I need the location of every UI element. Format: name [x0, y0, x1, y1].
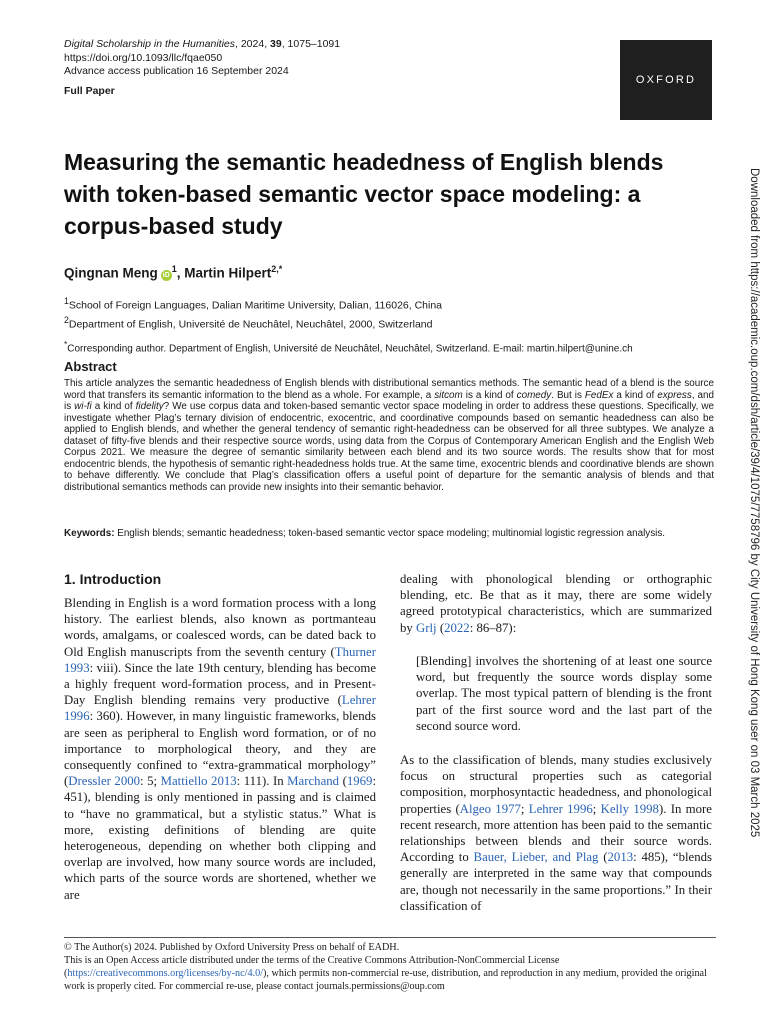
- abstract-italic: wi-fi: [74, 401, 92, 412]
- license-text: This is an Open Access article distributed under the terms of the Creative Commons Attribution-NonCommercial License (: [64, 955, 560, 979]
- abstract-italic: FedEx: [584, 389, 614, 401]
- corr-text: Corresponding author. Department of English, Université de Neuchâtel, Neuchâtel, Switzerland. E-mail: martin.hilpert@unine.ch: [67, 343, 633, 355]
- abstract-text: This article analyzes the semantic headedness of English blends with distributional semantics methods. The semantic head of a blend is the source word that transfers its semantic information to the blend as a whole. For example, a: [64, 378, 714, 401]
- abstract-text: , and is: [64, 389, 714, 412]
- citation-link[interactable]: Mattiello 2013: [160, 774, 237, 789]
- affiliation-2: [64, 313, 633, 332]
- corr-sup: *: [64, 339, 68, 349]
- keywords: [64, 528, 714, 540]
- author-name: Qingnan Meng: [64, 265, 158, 281]
- affil-sup: 2: [64, 314, 69, 325]
- abstract-text: is a kind of: [462, 389, 517, 401]
- affil-text: Department of English, Université de Neuchâtel, Neuchâtel, 2000, Switzerland: [68, 318, 433, 330]
- body-text: : 360). However, in many linguistic frameworks, blends are seen as peripheral to English word formation, or of no importance to morphological theory, and they are consequently confined to “extra-grammatical morphology” (: [64, 709, 376, 789]
- download-watermark: Downloaded from https://academic.oup.com/dsh/article/39/4/1075/7758796 by City University of Hong Kong user on 03 March 2025: [748, 168, 760, 838]
- abstract-italic: fidelity: [135, 401, 164, 412]
- block-quote: [Blending] involves the shortening of at least one source word, but frequently the source words display some overlap. The most typical pattern of blending is the front part of the first source word and the last part of the second source word.: [416, 654, 712, 733]
- article-type: Full Paper: [64, 84, 115, 97]
- citation-link[interactable]: Lehrer 1996: [528, 801, 593, 816]
- citation-link[interactable]: 2013: [607, 850, 634, 865]
- citation-link[interactable]: Kelly 1998: [600, 801, 659, 816]
- affil-sup: 1: [64, 296, 69, 306]
- author-name: Martin Hilpert: [184, 265, 272, 281]
- license-link[interactable]: https://creativecommons.org/licenses/by-nc/4.0/: [67, 968, 264, 979]
- year-text: , 2024,: [235, 38, 271, 50]
- pages: , 1075–1091: [281, 38, 341, 50]
- license-footer: [64, 941, 716, 993]
- paper-title: Measuring the semantic headedness of English blends with token-based semantic vector space modeling: a corpus-based study: [64, 149, 664, 239]
- body-text: dealing with phonological blending or orthographic blending, etc. Be that as it may, there are some widely agreed prototypical characteristics, which are summarized by: [400, 572, 712, 635]
- body-text: : 451), blending is only mentioned in passing and is claimed to “have no grammatical, but a stylistic status.” What is more, existing definitions of blending are quite heterogeneous, depending on whether both clipping and overlap are involved, how many source words are included, which parts of the source words are shortened, whether we are: [64, 774, 376, 902]
- body-text: : viii). Since the late 19th century, blending has become a highly frequent word-formation process, and in Present-Day English blending remains very productive (: [64, 660, 376, 708]
- body-text: : 86–87):: [469, 620, 517, 635]
- body-text: ). In more recent research, more attention has been paid to the semantic relationships between blends and their source words. According to: [400, 801, 712, 865]
- body-text: (: [339, 774, 347, 789]
- oxford-logo: [620, 40, 712, 120]
- logo-text: OXFORD: [635, 74, 697, 86]
- keywords-label: Keywords:: [64, 528, 115, 539]
- abstract-text: a kind of: [613, 389, 658, 401]
- volume: 39: [270, 38, 282, 50]
- citation-link[interactable]: Dressler 2000: [68, 774, 141, 789]
- license-text: ), which permits non-commercial re-use, distribution, and reproduction in any medium, provided the original work is properly cited. For commercial re-use, please contact journals.permissions@oup.com: [64, 968, 707, 992]
- orcid-icon[interactable]: iD: [162, 271, 170, 279]
- citation-link[interactable]: 1969: [346, 774, 373, 789]
- citation-link[interactable]: Bauer, Lieber, and Plag: [473, 850, 599, 865]
- abstract-body: [64, 378, 714, 493]
- section-heading-introduction: 1. Introduction: [64, 571, 162, 587]
- intro-right-column-top: [400, 571, 712, 636]
- affil-text: School of Foreign Languages, Dalian Maritime University, Dalian, 116026, China: [68, 299, 443, 312]
- body-text: : 485), “blends generally are interpreted in the same way that compounds are, though not necessarily in the same proportions.” In their classification of: [400, 850, 713, 913]
- author-line: [64, 264, 282, 281]
- intro-left-column: [64, 595, 376, 903]
- citation-link[interactable]: Thurner 1993: [64, 644, 376, 675]
- body-text: : 111). In: [236, 774, 288, 789]
- body-text: As to the classification of blends, many studies exclusively focus on structural properties such as categorial composition, morphosyntactic headedness, and phonological properties (: [400, 753, 712, 816]
- body-text: : 5;: [140, 774, 161, 789]
- citation-link[interactable]: Marchand: [287, 774, 340, 789]
- body-text: ;: [520, 801, 529, 816]
- citation-link[interactable]: Grlj: [416, 620, 437, 635]
- body-text: Blending in English is a word formation process with a long history. The earliest blends, also known as portmanteau words, amalgams, or coalesced words, can be dated back to Old English manuscripts from the seventh century (: [64, 596, 376, 659]
- citation-link[interactable]: Lehrer 1996: [64, 693, 376, 724]
- body-text: ;: [592, 801, 601, 816]
- author-separator: ,: [176, 265, 185, 281]
- abstract-italic: sitcom: [434, 389, 463, 401]
- intro-right-column-bottom: [400, 752, 712, 914]
- access-date: Advance access publication 16 September 2024: [64, 65, 289, 77]
- abstract-heading: Abstract: [64, 359, 117, 374]
- journal-name: Digital Scholarship in the Humanities: [64, 38, 235, 50]
- article-metadata: [64, 38, 340, 98]
- affiliation-1: [64, 294, 633, 313]
- author-affil-sup: 1: [171, 264, 177, 274]
- abstract-text: a kind of: [91, 401, 136, 412]
- abstract-text: . But is: [551, 389, 585, 401]
- citation-line: [64, 38, 340, 52]
- abstract-italic: express: [657, 389, 692, 401]
- keywords-text: English blends; semantic headedness; token-based semantic vector space modeling; multinomial logistic regression analysis.: [114, 528, 666, 539]
- affiliations: [64, 294, 633, 356]
- citation-link[interactable]: Algeo 1977: [459, 801, 521, 816]
- author-affil-sup: 2,*: [271, 264, 283, 274]
- abstract-text: ? We use corpus data and token-based semantic vector space modeling in order to address these questions. Specifically, we investigate whether Plag’s ternary division of endocentric, exocentric, and coordinative compounds based on semantic headedness can also be applied to English blends, and whether the general tendency of semantic right-headedness can be observed for all three subtypes. We analyze a dataset of fifty-five blends and their respective source words, using data from the Corpus of Contemporary American English and the English Web Corpus 2021. We measure the degree of semantic similarity between each blend and its two source words. The results show that for most endocentric blends, the hypothesis of semantic right-headedness holds true. At the same time, exocentric blends and coordinative blends are shown to behave differently. We conclude that Plag’s classification offers a useful point of departure for the semantic analysis of blends and that distributional semantics methods can provide new insights into their semantic behavior.: [64, 401, 714, 493]
- copyright-text: © The Author(s) 2024. Published by Oxford University Press on behalf of EADH.: [64, 942, 400, 953]
- abstract-italic: comedy: [516, 389, 552, 401]
- doi-link[interactable]: https://doi.org/10.1093/llc/fqae050: [64, 51, 223, 64]
- body-text: (: [598, 850, 608, 865]
- citation-link[interactable]: 2022: [444, 620, 470, 635]
- body-text: (: [436, 620, 445, 635]
- corresponding-author: [64, 337, 633, 356]
- footer-divider: [64, 937, 716, 938]
